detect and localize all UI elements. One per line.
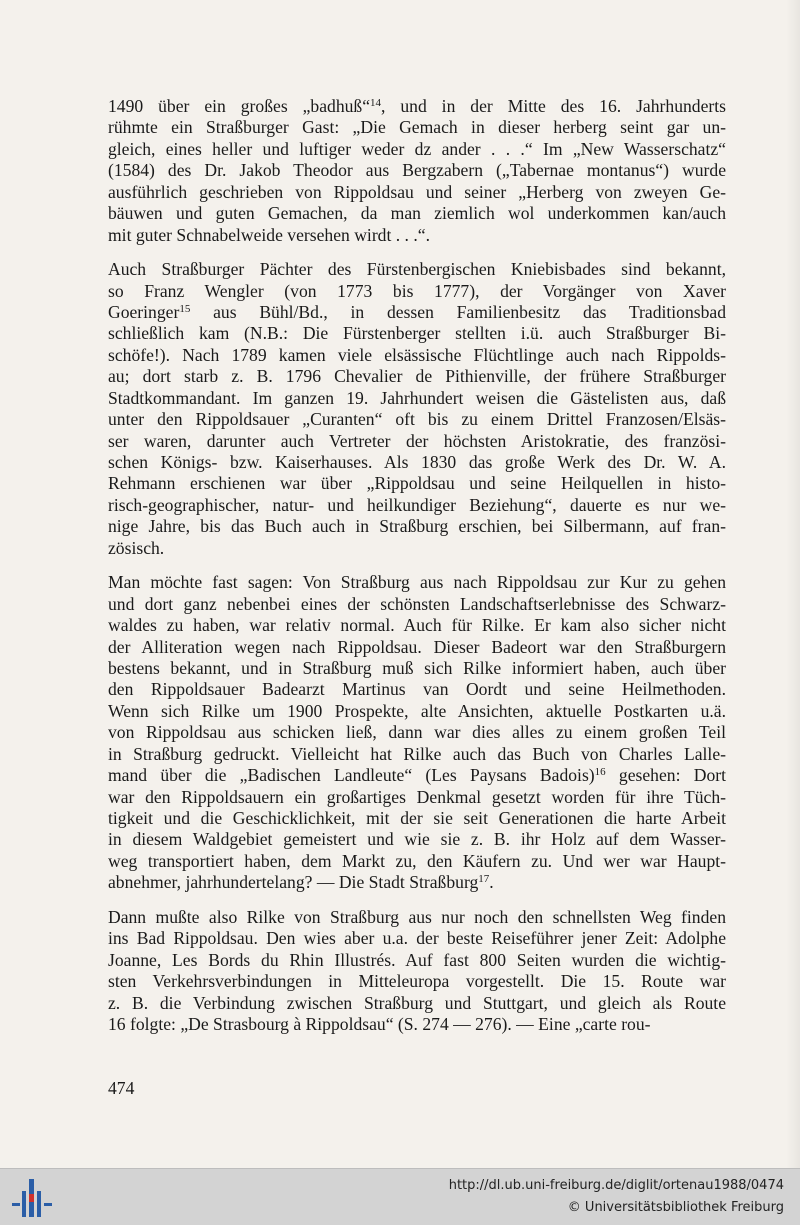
line-text: Joanne, Les Bords du Rhin Illustrés. Auf fast 800 Seiten wurden die wichtig-	[108, 949, 726, 970]
text-line	[108, 452, 726, 473]
text-line	[108, 281, 726, 302]
line-text: zösisch.	[108, 537, 165, 558]
footnote-marker: 15	[179, 302, 191, 315]
text-line	[108, 516, 726, 537]
text-line	[108, 431, 726, 452]
line-text: tigkeit und die Geschicklichkeit, mit der sie seit Generationen die harte Arbeit	[108, 808, 726, 828]
body-text	[108, 96, 726, 1048]
line-text: gleich, eines heller und luftiger weder dz ander . . .“ Im „New Wasserschatz“	[108, 138, 726, 159]
footnote-marker: 16	[594, 766, 606, 779]
line-text: mand über die „Badischen Landleute“ (Les Paysans Badois)	[108, 765, 595, 786]
line-text: aus Bühl/Bd., in dessen Familienbesitz das Traditionsbad	[190, 301, 726, 322]
paragraph	[108, 572, 726, 894]
line-text: den Rippoldsauer Badearzt Martinus van Oordt und seine Heilmethoden.	[108, 679, 726, 700]
text-line	[108, 872, 726, 893]
text-line	[108, 701, 726, 722]
text-line	[108, 96, 726, 117]
page-number: 474	[108, 1078, 135, 1098]
line-text: 1490 über ein großes „badhuß“	[108, 96, 371, 116]
line-text: unter den Rippoldsauer „Curanten“ oft bis zu einem Drittel Franzosen/Elsäs-	[108, 409, 726, 430]
text-line	[108, 658, 726, 679]
text-line	[108, 388, 726, 409]
line-text: schen Königs- bzw. Kaiserhauses. Als 1830 das große Werk des Dr. W. A.	[108, 452, 726, 472]
line-text: .	[489, 872, 494, 893]
text-line	[108, 928, 726, 949]
text-line	[108, 1014, 726, 1035]
text-line	[108, 323, 726, 344]
line-text: schöfe!). Nach 1789 kamen viele elsässische Flüchtlinge auch nach Rippolds-	[108, 344, 726, 365]
line-text: in diesem Waldgebiet gemeistert und wie sie z. B. ihr Holz auf dem Wasser-	[108, 829, 726, 850]
footnote-marker: 17	[478, 873, 490, 886]
viewer-footer	[0, 1168, 800, 1225]
text-line	[108, 765, 726, 786]
text-line	[108, 117, 726, 138]
line-text: nige Jahre, bis das Buch auch in Straßburg erschien, bei Silbermann, auf fran-	[108, 516, 726, 537]
line-text: ser waren, darunter auch Vertreter der höchsten Aristokratie, des französi-	[108, 430, 726, 451]
text-line	[108, 259, 726, 280]
line-text: und dort ganz nebenbei eines der schönsten Landschaftserlebnisse des Schwarz-	[108, 593, 726, 614]
line-text: mit guter Schnabelweide versehen wirdt . . .“.	[108, 224, 430, 245]
line-text: war den Rippoldsauern ein großartiges Denkmal gesetzt worden für ihre Tüch-	[108, 786, 726, 807]
text-line	[108, 950, 726, 971]
line-text: abnehmer, jahrhundertelang? — Die Stadt Straßburg	[108, 872, 479, 893]
text-line	[108, 225, 726, 246]
line-text: Man möchte fast sagen: Von Straßburg aus nach Rippoldsau zur Kur zu gehen	[108, 572, 726, 593]
text-line	[108, 495, 726, 516]
line-text: ins Bad Rippoldsau. Den wies aber u.a. der beste Reiseführer jener Zeit: Adolphe	[108, 928, 726, 949]
text-line	[108, 744, 726, 765]
line-text: schließlich kam (N.B.: Die Fürstenberger stellten i.ü. auch Straßburger Bi-	[108, 323, 726, 344]
text-line	[108, 572, 726, 593]
text-line	[108, 160, 726, 181]
line-text: ausführlich geschrieben von Rippoldsau und seiner „Herberg von zweyen Ge-	[108, 181, 726, 202]
text-line	[108, 787, 726, 808]
text-line	[108, 302, 726, 323]
line-text: Stadtkommandant. Im ganzen 19. Jahrhundert weisen die Gästelisten aus, daß	[108, 387, 726, 408]
text-line	[108, 993, 726, 1014]
text-line	[108, 907, 726, 928]
paragraph	[108, 907, 726, 1036]
permalink-url[interactable]: http://dl.ub.uni-freiburg.de/diglit/ortenau1988/0474	[448, 1178, 784, 1193]
line-text: gesehen: Dort	[605, 765, 726, 786]
text-line	[108, 851, 726, 872]
text-line	[108, 182, 726, 203]
line-text: bäuwen und guten Gemachen, da man ziemlich wol underkommen kan/auch	[108, 203, 726, 224]
text-line	[108, 679, 726, 700]
line-text: Goeringer	[108, 301, 180, 322]
text-line	[108, 409, 726, 430]
text-line	[108, 829, 726, 850]
line-text: in Straßburg gedruckt. Vielleicht hat Rilke auch das Buch von Charles Lalle-	[108, 743, 726, 764]
line-text: (1584) des Dr. Jakob Theodor aus Bergzabern („Tabernae montanus“) wurde	[108, 160, 726, 181]
text-line	[108, 538, 726, 559]
line-text: so Franz Wengler (von 1773 bis 1777), der Vorgänger von Xaver	[108, 280, 726, 301]
line-text: rühmte ein Straßburger Gast: „Die Gemach in dieser herberg seint gar un-	[108, 117, 726, 138]
text-line	[108, 808, 726, 829]
paragraph	[108, 96, 726, 246]
text-line	[108, 139, 726, 160]
line-text: Rehmann erschienen war über „Rippoldsau und seine Heilquellen in histo-	[108, 473, 726, 494]
text-line	[108, 203, 726, 224]
line-text: von Rippoldsau aus schicken ließ, dann war dies alles zu einem großen Teil	[108, 722, 726, 743]
line-text: Wenn sich Rilke um 1900 Prospekte, alte Ansichten, aktuelle Postkarten u.ä.	[108, 700, 726, 721]
text-line	[108, 722, 726, 743]
line-text: z. B. die Verbindung zwischen Straßburg und Stuttgart, und gleich als Route	[108, 992, 726, 1013]
line-text: weg transportiert haben, dem Markt zu, den Käufern zu. Und wer war Haupt-	[108, 850, 726, 871]
line-text: sten Verkehrsverbindungen in Mitteleuropa vorgestellt. Die 15. Route war	[108, 971, 726, 992]
line-text: der Alliteration wegen nach Rippoldsau. Dieser Badeort war den Straßburgern	[108, 636, 726, 657]
text-line	[108, 594, 726, 615]
text-line	[108, 473, 726, 494]
line-text: Dann mußte also Rilke von Straßburg aus nur noch den schnellsten Weg finden	[108, 906, 726, 927]
line-text: , und in der Mitte des 16. Jahrhunderts	[381, 96, 726, 116]
line-text: 16 folgte: „De Strasbourg à Rippoldsau“ (S. 274 — 276). — Eine „carte rou-	[108, 1013, 651, 1034]
text-line	[108, 345, 726, 366]
text-line	[108, 615, 726, 636]
paragraph	[108, 259, 726, 559]
ub-freiburg-logo-icon[interactable]	[12, 1177, 52, 1219]
text-line	[108, 637, 726, 658]
line-text: risch-geographischer, natur- und heilkundiger Beziehung“, dauerte es nur we-	[108, 494, 726, 515]
line-text: waldes zu haben, war relativ normal. Auch für Rilke. Er kam also sicher nicht	[108, 615, 726, 636]
line-text: au; dort starb z. B. 1796 Chevalier de Pithienville, der frühere Straßburger	[108, 366, 726, 387]
copyright-notice: © Universitätsbibliothek Freiburg	[567, 1200, 784, 1215]
line-text: bestens bekannt, und in Straßburg muß sich Rilke informiert haben, auch über	[108, 657, 726, 678]
text-line	[108, 366, 726, 387]
text-line	[108, 971, 726, 992]
line-text: Auch Straßburger Pächter des Fürstenbergischen Kniebisbades sind bekannt,	[108, 259, 726, 280]
footnote-marker: 14	[370, 97, 382, 109]
